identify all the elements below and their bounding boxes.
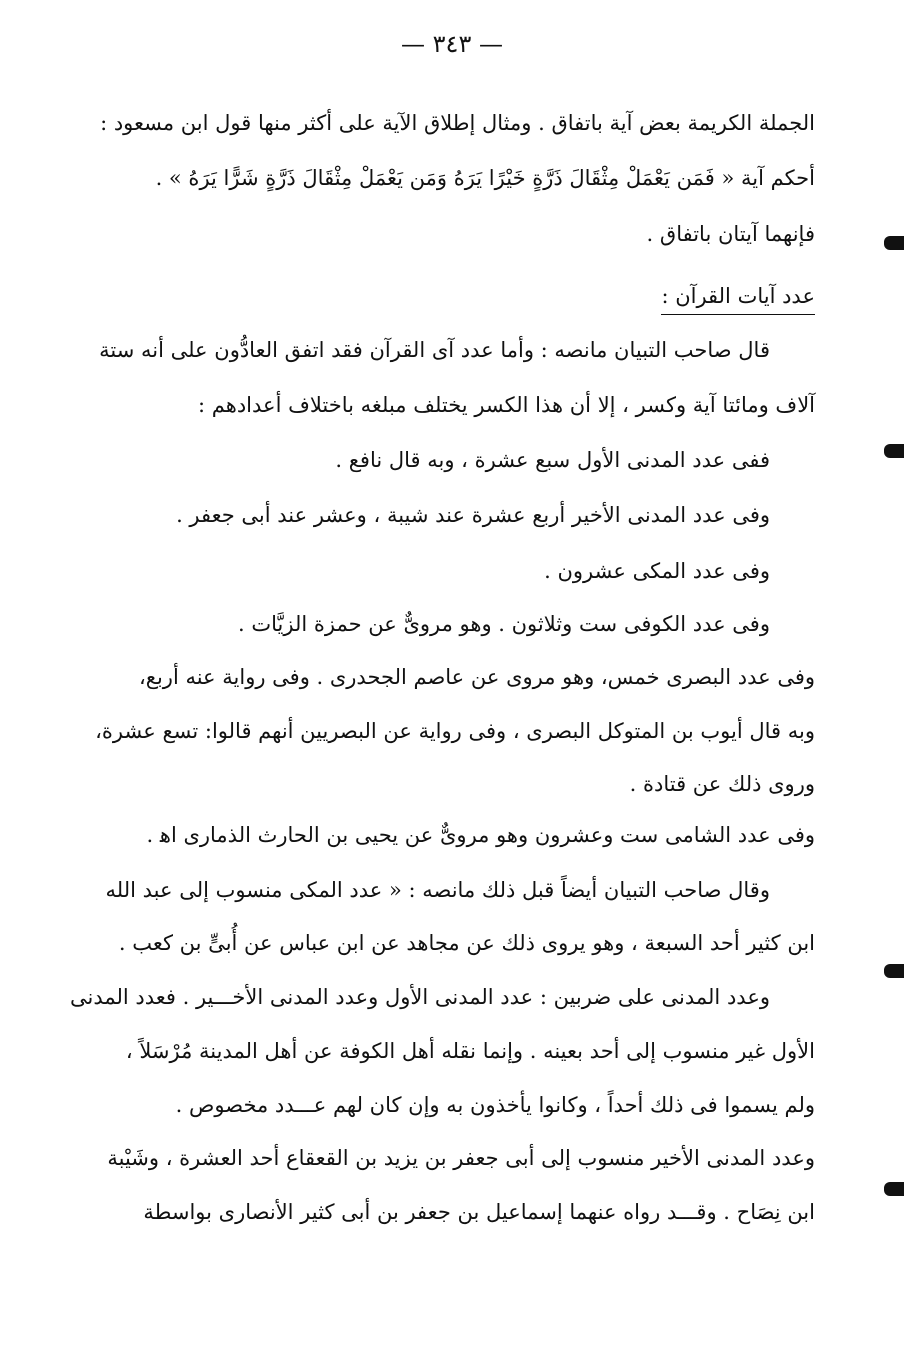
section-heading: عدد آيات القرآن :: [661, 281, 815, 315]
body-text: [85, 163, 815, 193]
text-line: وبه قال أيوب بن المتوكل البصرى ، وفى رواية عن البصريين أنهم قالوا: تسع عشرة،: [95, 719, 815, 743]
body-text: [85, 335, 815, 365]
body-text: [85, 875, 815, 905]
text-line: الأول غير منسوب إلى أحد بعينه . وإنما نقله أهل الكوفة عن أهل المدينة مُرْسَلاً ،: [125, 1039, 815, 1063]
text-line: وفى عدد الشامى ست وعشرون وهو مروىٌّ عن يحيى بن الحارث الذمارى اﻫ .: [146, 823, 815, 847]
margin-mark: [884, 1182, 904, 1196]
body-text: [85, 108, 815, 138]
body-text: [85, 662, 815, 692]
body-text: [85, 820, 815, 850]
text-line: الجملة الكريمة بعض آية باتفاق . ومثال إطلاق الآية على أكثر منها قول ابن مسعود :: [100, 111, 815, 135]
body-text: [85, 1197, 815, 1227]
body-text: [85, 445, 815, 475]
body-text: [85, 556, 815, 586]
text-line: ابن كثير أحد السبعة ، وهو يروى ذلك عن مجاهد عن ابن عباس عن أُبىٍّ بن كعب .: [118, 931, 815, 955]
text-line: وعدد المدنى الأخير منسوب إلى أبى جعفر بن يزيد بن القعقاع أحد العشرة ، وشَيْبة: [107, 1146, 815, 1170]
text-line: وفى عدد المكى عشرون .: [544, 559, 770, 583]
body-text: [85, 500, 815, 530]
text-line: فإنهما آيتان باتفاق .: [646, 222, 815, 246]
text-line: ابن نِصَاح . وقـــد رواه عنهما إسماعيل بن جعفر بن أبى كثير الأنصارى بواسطة: [143, 1200, 815, 1224]
margin-mark: [884, 236, 904, 250]
text-line: ولم يسموا فى ذلك أحداً ، وكانوا يأخذون به وإن كان لهم عـــدد مخصوص .: [175, 1093, 815, 1117]
text-line: وقال صاحب التبيان أيضاً قبل ذلك مانصه : « عدد المكى منسوب إلى عبد الله: [105, 878, 770, 902]
body-text: [69, 982, 815, 1012]
body-text: [85, 609, 815, 639]
text-line: وروى ذلك عن قتادة .: [629, 772, 815, 796]
body-text: [85, 219, 815, 249]
text-line: وعدد المدنى على ضربين : عدد المدنى الأول وعدد المدنى الأخـــير . فعدد المدنى: [69, 985, 770, 1009]
quran-verse-line: أحكم آية « فَمَن يَعْمَلْ مِثْقَالَ ذَرَّةٍ خَيْرًا يَرَهُ وَمَن يَعْمَلْ مِثْقَالَ ذَرَّةٍ شَرًّا يَرَهُ » .: [155, 166, 815, 190]
body-text: [85, 716, 815, 746]
body-text: [85, 1090, 815, 1120]
body-text: [85, 769, 815, 799]
body-text: [85, 928, 815, 958]
body-text: [85, 1143, 815, 1173]
text-line: وفى عدد الكوفى ست وثلاثون . وهو مروىٌّ عن حمزة الزيَّات .: [238, 612, 770, 636]
margin-mark: [884, 964, 904, 978]
text-line: قال صاحب التبيان مانصه : وأما عدد آى القرآن فقد اتفق العادُّون على أنه ستة: [99, 338, 770, 362]
body-text: [85, 1036, 815, 1066]
text-line: ففى عدد المدنى الأول سبع عشرة ، وبه قال نافع .: [335, 448, 770, 472]
body-text: [85, 390, 815, 420]
page-number: — ٣٤٣ —: [401, 30, 503, 58]
margin-mark: [884, 444, 904, 458]
section-heading-block: [85, 281, 815, 311]
text-line: آلاف ومائتا آية وكسر ، إلا أن هذا الكسر يختلف مبلغه باختلاف أعدادهم :: [198, 393, 815, 417]
text-line: وفى عدد البصرى خمس، وهو مروى عن عاصم الجحدرى . وفى رواية عنه أربع،: [139, 665, 815, 689]
text-line: وفى عدد المدنى الأخير أربع عشرة عند شيبة ، وعشر عند أبى جعفر .: [176, 503, 770, 527]
